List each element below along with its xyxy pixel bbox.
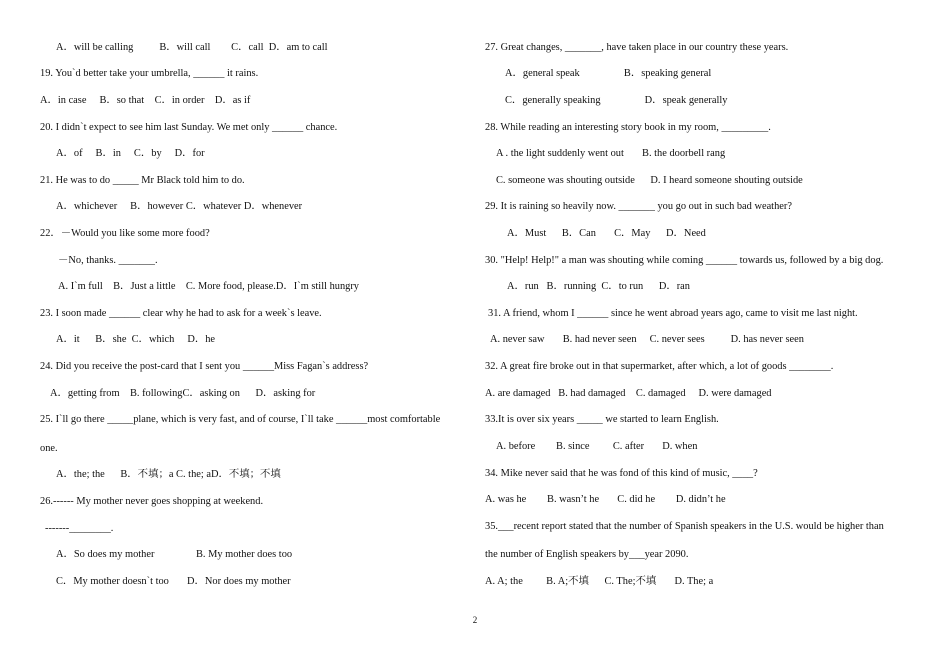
left-text-line: 19. You`d better take your umbrella, ______ it rains. (40, 68, 259, 79)
right-text-line: 34. Mike never said that he was fond of this kind of music, ____? (485, 468, 758, 479)
right-text-line: A. before B. since C. after D. when (496, 441, 698, 452)
right-text-line: A . the light suddenly went out B. the doorbell rang (496, 148, 726, 159)
right-text-line: A. never saw B. had never seen C. never sees D. has never seen (490, 334, 804, 345)
right-text-line: A. are damaged B. had damaged C. damaged D. were damaged (485, 388, 772, 399)
left-text-line: one. (40, 443, 58, 454)
right-text-line: A．general speak B．speaking general (505, 68, 712, 79)
left-text-line: 26.------ My mother never goes shopping at weekend. (40, 496, 264, 507)
left-text-line: A. I`m full B．Just a little C. More food, please.D．I`m still hungry (58, 281, 360, 292)
left-text-line: 23. I soon made ______ clear why he had to ask for a week`s leave. (40, 308, 322, 319)
left-text-line: A．whichever B．however C．whatever D．whenever (56, 201, 303, 212)
left-text-line: A．in case B．so that C．in order D．as if (40, 95, 251, 106)
right-text-line: A．Must B．Can C．May D．Need (507, 228, 706, 239)
right-text-line: the number of English speakers by___year 2090. (485, 549, 689, 560)
right-text-line: 29. It is raining so heavily now. _______ you go out in such bad weather? (485, 201, 792, 212)
left-text-line: 21. He was to do _____ Mr Black told him to do. (40, 175, 245, 186)
left-text-line: 24. Did you receive the post-card that I sent you ______Miss Fagan`s address? (40, 361, 369, 372)
right-text-line: 28. While reading an interesting story book in my room, _________. (485, 122, 771, 133)
left-text-line: 22．－Would you like some more food? (40, 228, 210, 239)
left-text-line: A．it B．she C．which D．he (56, 334, 216, 345)
right-text-line: 31. A friend, whom I ______ since he went abroad years ago, came to visit me last night. (488, 308, 858, 319)
left-text-line: A．the; the B．不填；a C. the; aD．不填；不填 (56, 469, 281, 480)
right-text-line: C. someone was shouting outside D. I heard someone shouting outside (496, 175, 803, 186)
right-text-line: 30. "Help! Help!" a man was shouting while coming ______ towards us, followed by a big dog. (485, 255, 884, 266)
right-text-line: 33.It is over six years _____ we started to learn English. (485, 414, 719, 425)
left-text-line: 25. I`ll go there _____plane, which is very fast, and of course, I`ll take ______most comfortable (40, 414, 441, 425)
left-text-line: A．will be calling B．will call C．call D．am to call (56, 42, 328, 53)
left-text-line: C．My mother doesn`t too D．Nor does my mother (56, 576, 291, 587)
right-text-line: A. A; the B. A;不填 C. The;不填 D. The; a (485, 576, 714, 587)
left-text-line: 20. I didn`t expect to see him last Sunday. We met only ______ chance. (40, 122, 338, 133)
right-text-line: 27. Great changes, _______, have taken place in our country these years. (485, 42, 789, 53)
right-text-line: C．generally speaking D．speak generally (505, 95, 728, 106)
left-text-line: －No, thanks. _______. (58, 255, 158, 266)
left-text-line: A．getting from B. followingC．asking on D．asking for (50, 388, 316, 399)
left-text-line: A．of B．in C．by D．for (56, 148, 205, 159)
left-text-line: -------________. (45, 523, 114, 534)
right-text-line: 35.___recent report stated that the number of Spanish speakers in the U.S. would be higher than (485, 521, 884, 532)
right-text-line: 32. A great fire broke out in that supermarket, after which, a lot of goods ________. (485, 361, 834, 372)
right-text-line: A．run B．running C．to run D．ran (507, 281, 690, 292)
left-text-line: A．So does my mother B. My mother does too (56, 549, 293, 560)
right-text-line: A. was he B. wasn’t he C. did he D. didn’t he (485, 494, 726, 505)
page-number: 2 (472, 615, 478, 625)
